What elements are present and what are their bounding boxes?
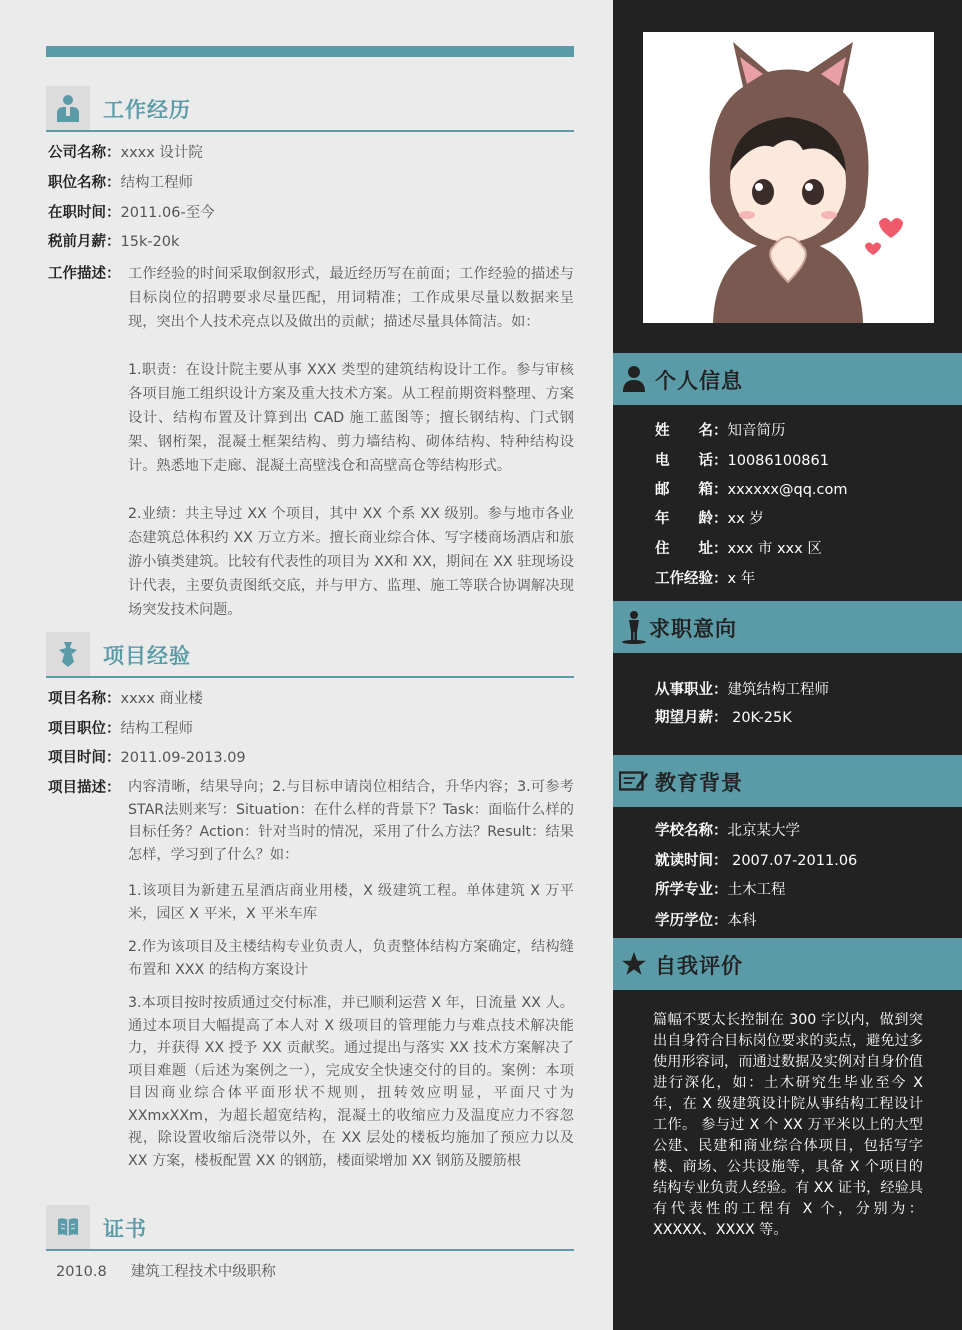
intent-section-header — [613, 601, 962, 653]
project-desc-intro: 内容清晰，结果导向；2.与目标申请岗位相结合，升华内容；3.可参考 STAR法则来写：Situation：在什么样的背景下？Task：面临什么样的目标任务？Action：针对当时的情况，采用了什么方法？Result：结果怎样，学习到了什么？如： — [128, 779, 574, 863]
personal-address-row: 住 址：xxx 市 xxx 区 — [655, 541, 822, 557]
user-icon — [619, 363, 649, 395]
project-section-title: 项目经验 — [103, 644, 191, 668]
edu-school-row: 学校名称：北京某大学 — [655, 823, 800, 839]
work-section-header — [46, 86, 574, 132]
intent-section-title: 求职意向 — [649, 617, 737, 641]
cert-row — [56, 1260, 300, 1281]
work-desc-intro: 工作经验的时间采取倒叙形式，最近经历写在前面；工作经验的描述与目标岗位的招聘要求尽量匹配，用词精准；工作成果尽量以数据来呈现，突出个人技术亮点以及做出的贡献；描述尽量具体简洁。如： — [128, 266, 574, 330]
project-section-header — [46, 632, 574, 678]
book-icon — [46, 1205, 90, 1249]
education-icon — [619, 765, 649, 797]
personal-email-row: 邮 箱：xxxxxx@qq.com — [655, 482, 848, 498]
cert-date: 2010.8 — [56, 1264, 107, 1280]
salary-row: 税前月薪： 15k-20k — [48, 234, 180, 250]
work-desc-duty: 1.职责：在设计院主要从事 XXX 类型的建筑结构设计工作。参与审核各项目施工组织设计方案及重大技术方案。从工程前期资料整理、方案设计、结构布置及计算到出 CAD 施工蓝图等；擅长钢结构、门式钢架、钢桁架，混凝土框架结构、剪力墙结构、砌体结构、特种结构设计。熟悉地下走廊、混凝土高壁浅仓和高壁高仓等结构形式。 — [128, 362, 574, 474]
tenure-row: 在职时间： 2011.06-至今 — [48, 205, 215, 221]
company-row: 公司名称： xxxx 设计院 — [48, 145, 203, 161]
personal-name-row: 姓 名：知音简历 — [655, 423, 786, 439]
project-desc-label-row: 项目描述： — [48, 780, 121, 796]
self-eval-text: 篇幅不要太长控制在 300 字以内，做到突出自身符合目标岗位要求的卖点，避免过多使用形容词，而通过数据及实例对自身价值进行深化，如：土木研究生毕业至今 X 年，在 X 级建筑设计院从事结构工程设计工作。 参与过 X 个 XX 万平米以上的大型公建、民建和商业综合体项目，包括写字楼、商场、公共设施等，具备 X 个项目的结构专业负责人经验。有 XX 证书，经验具有代表性的工程有 X 个，分别为：XXXXX、XXXX 等。 — [653, 1012, 923, 1238]
personal-section-header — [613, 353, 962, 405]
edu-degree-row: 学历学位：本科 — [655, 913, 757, 929]
project-role-row: 项目职位： 结构工程师 — [48, 721, 193, 737]
job-seeker-icon — [619, 611, 649, 643]
work-section-title: 工作经历 — [103, 98, 191, 122]
personal-exp-row: 工作经验：x 年 — [655, 571, 756, 587]
person-icon — [46, 86, 90, 130]
tie-icon — [46, 632, 90, 676]
top-accent-bar — [46, 46, 574, 57]
position-row: 职位名称： 结构工程师 — [48, 175, 193, 191]
intent-salary-row: 期望月薪： 20K-25K — [655, 710, 792, 726]
project-desc-2: 2.作为该项目及主楼结构专业负责人，负责整体结构方案确定，结构缝布置和 XXX 的结构方案设计 — [128, 939, 574, 978]
self-section-title: 自我评价 — [655, 954, 743, 978]
education-section-title: 教育背景 — [655, 771, 743, 795]
intent-job-row: 从事职业：建筑结构工程师 — [655, 682, 829, 698]
self-section-header — [613, 938, 962, 990]
edu-major-row: 所学专业：土木工程 — [655, 882, 786, 898]
personal-section-title: 个人信息 — [655, 369, 743, 393]
personal-age-row: 年 龄：xx 岁 — [655, 511, 764, 527]
work-desc-label-row: 工作描述： — [48, 266, 121, 282]
star-icon — [619, 948, 649, 980]
cert-section-header — [46, 1205, 574, 1251]
edu-time-row: 就读时间： 2007.07-2011.06 — [655, 853, 858, 869]
personal-phone-row: 电 话：10086100861 — [655, 453, 829, 469]
project-time-row: 项目时间： 2011.09-2013.09 — [48, 750, 246, 766]
work-desc-achievement: 2.业绩：共主导过 XX 个项目，其中 XX 个系 XX 级别。参与地市各业态建筑总体积约 XX 万立方米。擅长商业综合体、写字楼商场酒店和旅游小镇类建筑。比较有代表性的项目为 XX和 XX，期间在 XX 驻现场设计代表，主要负责图纸交底，并与甲方、监理、施工等联合协调解决现场突发技术问题。 — [128, 506, 574, 618]
avatar — [643, 32, 934, 323]
sidebar — [613, 0, 962, 1330]
cert-section-title: 证书 — [103, 1217, 147, 1241]
project-desc-3: 3.本项目按时按质通过交付标准，并已顺利运营 X 年，日流量 XX 人。通过本项目大幅提高了本人对 X 级项目的管理能力与难点技术解决能力，并获得 XX 授予 XX 贡献奖。通过提出与落实 XX 技术方案解决了项目难题（后述为案例之一），完成安全快速交付的目的。案例：本项目因商业综合体平面形状不规则，扭转效应明显，平面尺寸为 XXmxXXm，为超长超宽结构，混凝土的收缩应力及温度应力不容忽视，除设置收缩后浇带以外，在 XX 层处的楼板均施加了预应力以及 XX 方案，楼板配置 XX 的钢筋，楼面梁增加 XX 钢筋及腰筋根 — [128, 995, 574, 1169]
project-desc-1: 1.该项目为新建五星酒店商业用楼，X 级建筑工程。单体建筑 X 万平米，园区 X 平米，X 平米车库 — [128, 883, 574, 922]
education-section-header — [613, 755, 962, 807]
project-name-row: 项目名称： xxxx 商业楼 — [48, 691, 203, 707]
cert-name: 建筑工程技术中级职称 — [130, 1264, 276, 1280]
